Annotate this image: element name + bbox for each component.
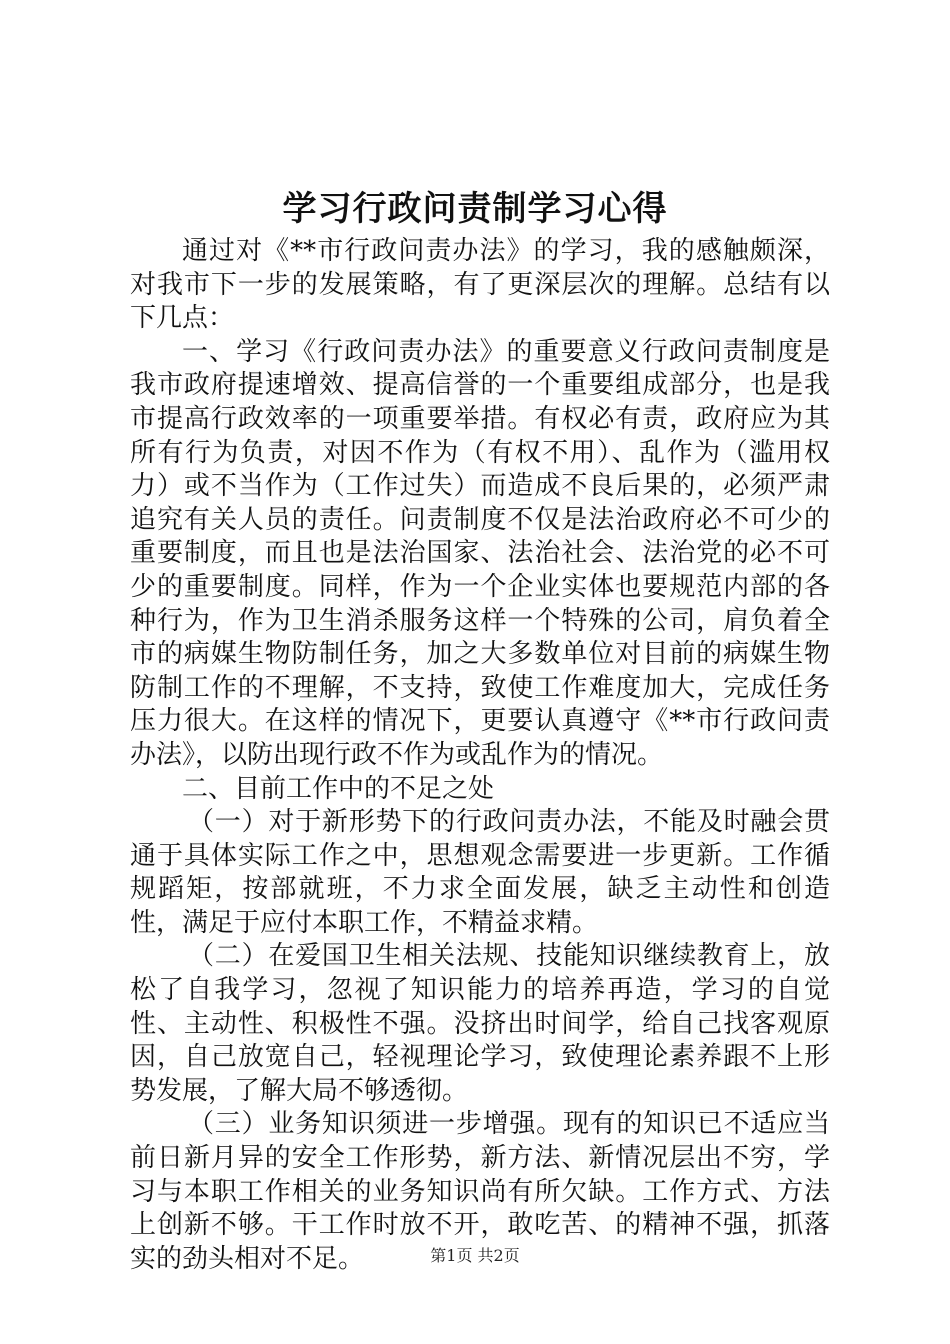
paragraph-intro: 通过对《**市行政问责办法》的学习，我的感触颇深，对我市下一步的发展策略，有了更深层次的理解。总结有以下几点： [130, 236, 830, 334]
paragraph-section-1: 一、学习《行政问责办法》的重要意义行政问责制度是我市政府提速增效、提高信誉的一个重要组成部分，也是我市提高行政效率的一项重要举措。有权必有责，政府应为其所有行为负责，对因不作为（有权不用）、乱作为（滥用权力）或不当作为（工作过失）而造成不良后果的，必须严肃追究有关人员的责任。问责制度不仅是法治政府必不可少的重要制度，而且也是法治国家、法治社会、法治党的必不可少的重要制度。同样，作为一个企业实体也要规范内部的各种行为，作为卫生消杀服务这样一个特殊的公司，肩负着全市的病媒生物防制任务，加之大多数单位对目前的病媒生物防制工作的不理解，不支持，致使工作难度加大，完成任务压力很大。在这样的情况下，更要认真遵守《**市行政问责办法》，以防出现行政不作为或乱作为的情况。 [130, 336, 830, 770]
paragraph-item-1: （一）对于新形势下的行政问责办法，不能及时融会贯通于具体实际工作之中，思想观念需要进一步更新。工作循规蹈矩，按部就班，不力求全面发展，缺乏主动性和创造性，满足于应付本职工作，不精益求精。 [130, 807, 830, 938]
heading-section-2: 二、目前工作中的不足之处 [182, 773, 495, 804]
paragraph-item-2: （二）在爱国卫生相关法规、技能知识继续教育上，放松了自我学习，忽视了知识能力的培养再造，学习的自觉性、主动性、积极性不强。没挤出时间学，给自己找客观原因，自己放宽自己，轻视理论学习，致使理论素养跟不上形势发展，了解大局不够透彻。 [130, 941, 830, 1106]
document-body [130, 235, 830, 1276]
paragraph-item-3: （三）业务知识须进一步增强。现有的知识已不适应当前日新月异的安全工作形势，新方法、新情况层出不穷，学习与本职工作相关的业务知识尚有所欠缺。工作方式、方法上创新不够。干工作时放不开，敢吃苦、的精神不强，抓落实的劲头相对不足。 [130, 1109, 830, 1274]
page-indicator: 第1页 共2页 [430, 1246, 520, 1265]
document-title: 学习行政问责制学习心得 [282, 189, 668, 229]
